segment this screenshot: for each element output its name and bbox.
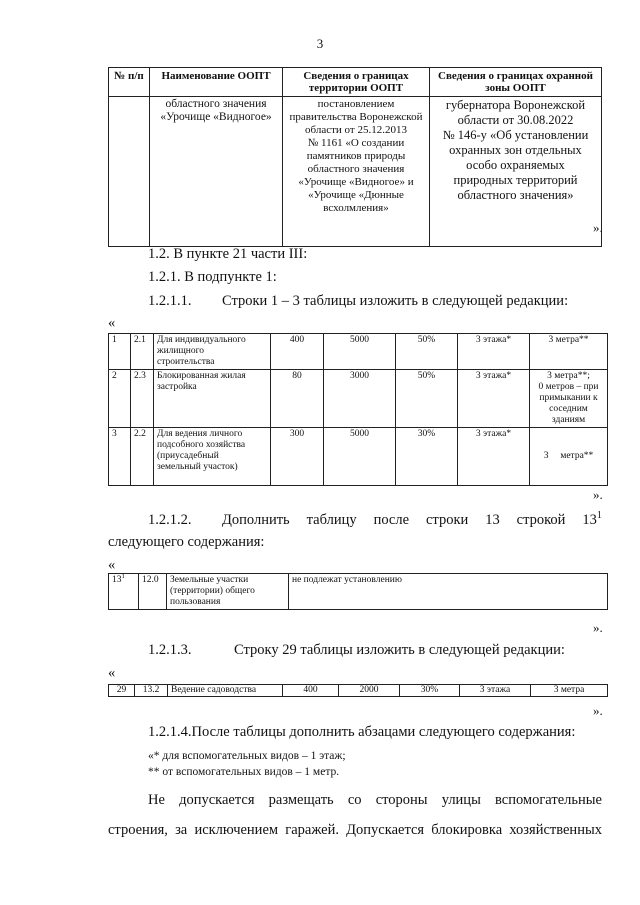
cell-line: «Урочище «Дюнные: [308, 189, 404, 201]
cell-line: земельный участок): [157, 462, 238, 472]
word: исключением: [194, 822, 279, 838]
closing-quote: ».: [593, 487, 603, 502]
table-row: [109, 370, 608, 428]
row-name: [154, 428, 271, 486]
cell-line: Блокированная жилая: [157, 371, 246, 381]
cell-line: природных территорий: [453, 173, 578, 187]
row-name: [154, 370, 271, 428]
cell-line: (приусадебный: [157, 451, 219, 461]
table-cell-territory: [283, 97, 430, 247]
row-value: 3000: [324, 370, 396, 428]
cell-line: зданиям: [551, 415, 586, 425]
table-row: [109, 97, 602, 247]
row-number: 1: [109, 334, 131, 370]
word: стороны: [375, 792, 428, 808]
header-cell: Сведения о границах территории ООПТ: [283, 68, 430, 97]
closing-quote: ».: [593, 220, 603, 235]
row-value: 400: [271, 334, 324, 370]
paragraph-1-2-1-1-text: Строки 1 – 3 таблицы изложить в следующей редакции:: [222, 293, 569, 309]
word: после: [373, 512, 410, 528]
cell-line: строительства: [157, 357, 215, 367]
word: за: [175, 822, 188, 838]
cell-line: жилищного: [157, 346, 205, 356]
land-use-table: [108, 333, 608, 486]
cell-line: охранных зон отдельных: [449, 143, 582, 157]
row-value: 30%: [400, 685, 460, 697]
cell-line: Для индивидуального: [157, 335, 246, 345]
footnote-2: ** от вспомогательных видов – 1 метр.: [148, 766, 340, 778]
word: улицы: [441, 792, 481, 808]
paragraph-1-2-1-2-text: [222, 511, 602, 529]
row-number: 2: [109, 370, 131, 428]
header-cell: Сведения о границах охранной зоны ООПТ: [430, 68, 602, 97]
word: таблицу: [306, 512, 357, 528]
paragraph-1-2-1-1-number: 1.2.1.1.: [148, 293, 192, 309]
paragraph-1-2-1-3-number: 1.2.1.3.: [148, 642, 192, 658]
row-code: 2.1: [131, 334, 154, 370]
row-number: [109, 574, 139, 610]
word: Не: [148, 792, 165, 808]
cell-line: всхолмления»: [323, 202, 389, 214]
row-value: 5000: [324, 428, 396, 486]
word-base: 13: [582, 512, 597, 528]
row-code: 13.2: [135, 685, 168, 697]
opening-quote: «: [108, 315, 116, 331]
row-value: 3 этажа*: [458, 334, 530, 370]
table-header-row: [109, 68, 602, 97]
row-value: 3 метра: [531, 685, 608, 697]
row-value: 3 этажа*: [458, 370, 530, 428]
page-number: 3: [316, 36, 324, 51]
word: Дополнить: [222, 512, 290, 528]
word: 13: [485, 512, 500, 528]
word: блокировка: [431, 822, 503, 838]
footnote-1: «* для вспомогательных видов – 1 этаж;: [148, 750, 346, 762]
row-value: 400: [283, 685, 339, 697]
opening-quote: «: [108, 557, 116, 573]
word: со: [347, 792, 362, 808]
word: строения,: [108, 822, 168, 838]
cell-line: соседним: [549, 404, 588, 414]
cell-line: особо охраняемых: [466, 158, 565, 172]
word: строкой: [516, 512, 566, 528]
superscript: 1: [121, 572, 125, 580]
cell-line: 0 метров – при: [538, 382, 599, 392]
row-value: 30%: [396, 428, 458, 486]
row-value: 80: [271, 370, 324, 428]
row-value: [530, 428, 608, 486]
header-cell: Наименование ООПТ: [150, 68, 283, 97]
paragraph-final-line2: [108, 821, 602, 839]
row-name: [154, 334, 271, 370]
row-value: 3 этажа*: [458, 428, 530, 486]
paragraph-1-2-1-2-line2: следующего содержания:: [108, 534, 265, 550]
table-row: [109, 428, 608, 486]
superscript: 1: [596, 510, 602, 522]
word: гаражей.: [285, 822, 339, 838]
cell-line: подсобного хозяйства: [157, 440, 246, 450]
row-value: 3 этажа: [460, 685, 531, 697]
paragraph-final-line1: [148, 791, 602, 809]
closing-quote: ».: [593, 703, 603, 718]
cell-line: области от 25.12.2013: [305, 124, 407, 136]
row-value: 5000: [324, 334, 396, 370]
cell-line: памятников природы: [306, 150, 406, 162]
row-name: [167, 574, 289, 610]
header-cell: № п/п: [109, 68, 150, 97]
cell-line: правительства Воронежской: [289, 111, 423, 123]
cell-line: области от 30.08.2022: [457, 113, 574, 127]
paragraph-1-2: 1.2. В пункте 21 части III:: [148, 246, 308, 262]
cell-line: 3 метра**: [548, 335, 589, 345]
word: хозяйственных: [509, 822, 602, 838]
row-value: 50%: [396, 334, 458, 370]
table-cell-num: [109, 97, 150, 247]
row-name: Ведение садоводства: [168, 685, 283, 697]
word: [582, 511, 602, 529]
land-use-row-13-1-table: [108, 573, 608, 610]
cell-line: № 146-у «Об установлении: [442, 128, 589, 142]
row-number-base: 13: [112, 575, 122, 585]
land-use-row-29-table: [108, 684, 608, 697]
table-cell-zone: [430, 97, 602, 247]
row-value: [530, 334, 608, 370]
word: допускается: [179, 792, 255, 808]
row-value: 300: [271, 428, 324, 486]
cell-line: № 1161 «О создании: [307, 137, 405, 149]
cell-line: областного значения»: [457, 188, 574, 202]
word: вспомогательные: [495, 792, 602, 808]
paragraph-1-2-1-2-number: 1.2.1.2.: [148, 512, 192, 528]
word: строки: [426, 512, 469, 528]
cell-line: областного значения: [165, 98, 267, 110]
row-code: 2.3: [131, 370, 154, 428]
word: размещать: [268, 792, 334, 808]
table-row: [109, 685, 608, 697]
table-row: [109, 334, 608, 370]
cell-line: пользования: [170, 597, 221, 607]
table-row: [109, 574, 608, 610]
cell-line: «Урочище «Видногое»: [160, 110, 272, 123]
cell-line: примыкании к: [539, 393, 598, 403]
cell-line: постановлением: [317, 98, 395, 110]
cell-line: 3 метра**: [543, 451, 594, 461]
row-code: 12.0: [139, 574, 167, 610]
row-number: 29: [109, 685, 135, 697]
opening-quote: «: [108, 665, 116, 681]
oopt-table: [108, 67, 602, 247]
row-value: 50%: [396, 370, 458, 428]
paragraph-1-2-1-4: 1.2.1.4.После таблицы дополнить абзацами следующего содержания:: [148, 724, 576, 740]
row-value: [530, 370, 608, 428]
cell-line: «Урочище «Видногое» и: [298, 176, 414, 188]
paragraph-1-2-1: 1.2.1. В подпункте 1:: [148, 269, 277, 285]
cell-line: застройка: [157, 382, 197, 392]
cell-line: Для ведения личного: [157, 429, 243, 439]
cell-line: (территории) общего: [170, 586, 255, 596]
closing-quote: ».: [593, 620, 603, 635]
row-number: 3: [109, 428, 131, 486]
row-value: не подлежат установлению: [289, 574, 608, 610]
cell-line: 3 метра**;: [547, 371, 590, 381]
cell-line: Земельные участки: [170, 575, 249, 585]
paragraph-1-2-1-3-text: Строку 29 таблицы изложить в следующей редакции:: [234, 642, 565, 658]
cell-line: областного значения: [307, 163, 405, 175]
row-code: 2.2: [131, 428, 154, 486]
word: Допускается: [346, 822, 425, 838]
cell-line: губернатора Воронежской: [445, 98, 586, 112]
table-cell-name: [150, 97, 283, 247]
row-value: 2000: [339, 685, 400, 697]
